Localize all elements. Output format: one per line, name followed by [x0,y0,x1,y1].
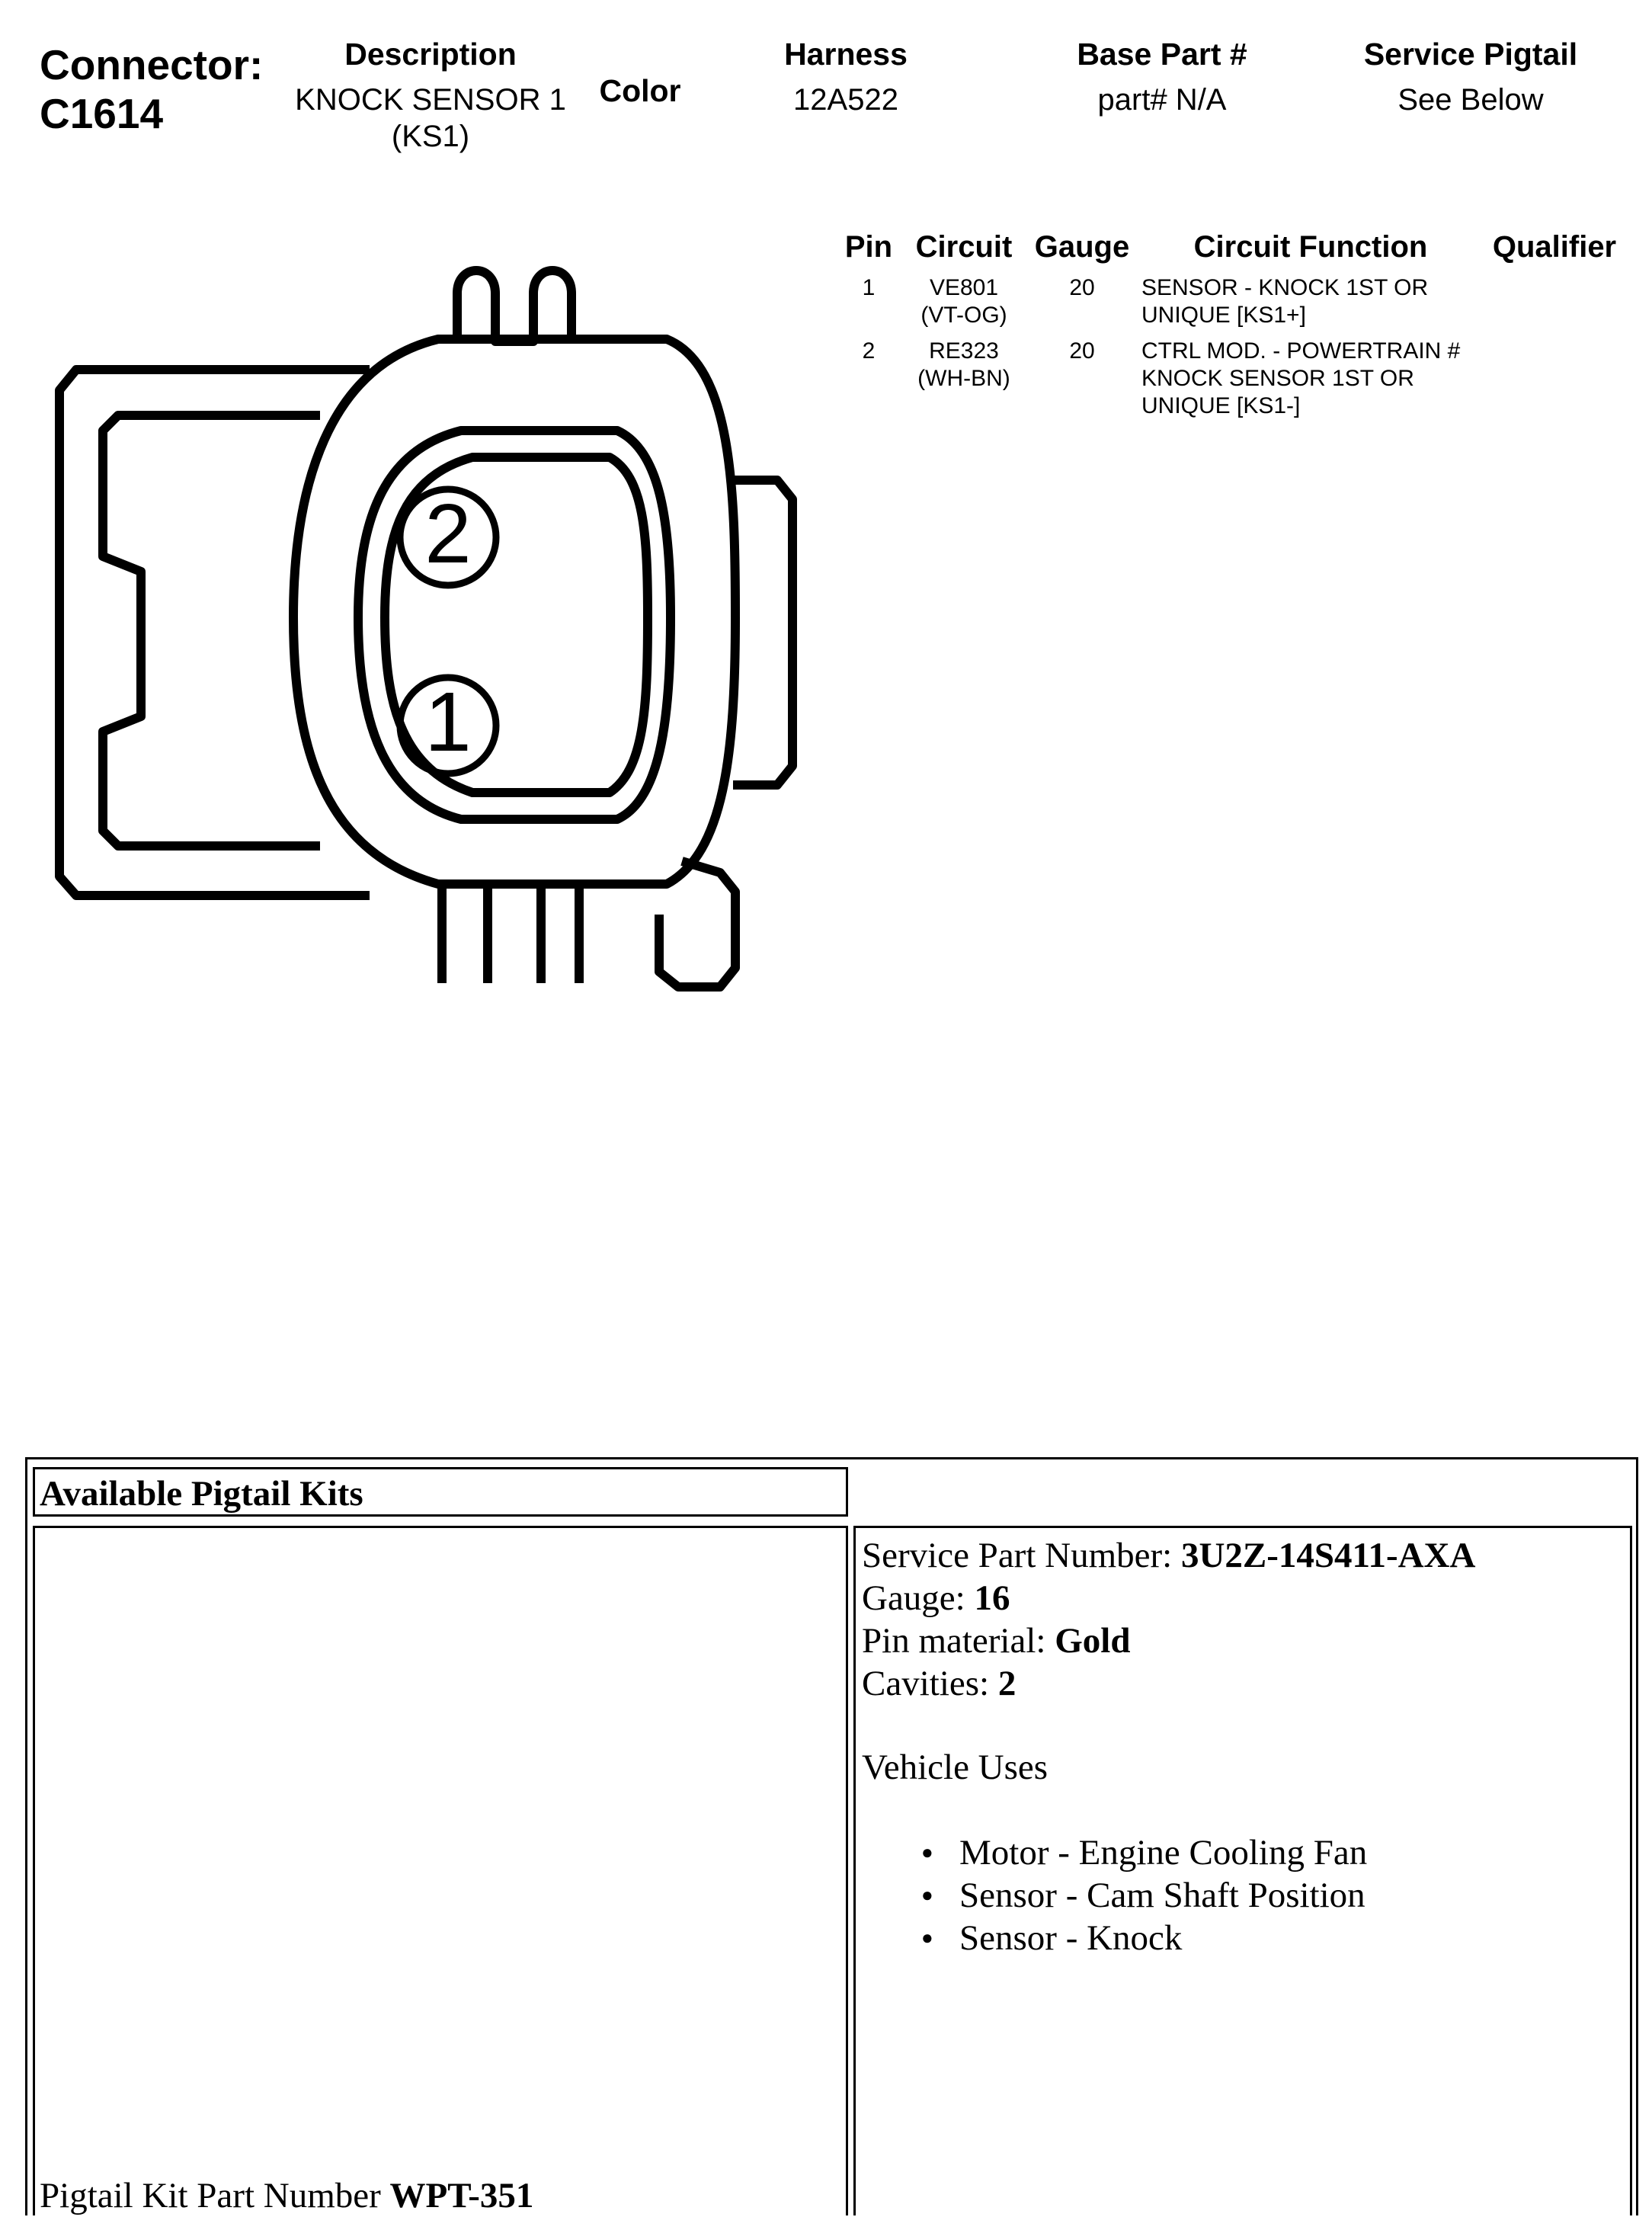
circuit-id: VE801 [929,275,999,300]
pigtail-title: Available Pigtail Kits [40,1474,363,1514]
list-item: ● Sensor - Knock [921,1917,1624,1959]
service-part-label: Service Part Number: [862,1536,1181,1575]
col-header-pin: Pin [844,230,893,264]
circuit-function-line: UNIQUE [KS1-] [1141,393,1301,418]
connector-face-diagram [0,251,838,1014]
harness-value: 12A522 [793,83,898,117]
col-header-circuit: Circuit [915,230,1013,264]
pin-material-value: Gold [1055,1621,1131,1661]
pin-material-label: Pin material: [862,1621,1055,1661]
pigtail-info [862,1534,1624,1959]
gauge-line [862,1577,1624,1619]
pigtail-kit-part-number [40,2174,533,2217]
kit-part-value: WPT-351 [389,2176,534,2215]
cavities-value: 2 [997,1664,1016,1703]
vehicle-uses-label: Vehicle Uses [862,1748,1049,1787]
pigtail-title-cell [33,1467,848,1517]
harness-label: Harness [784,37,908,72]
description-line2: (KS1) [391,120,470,153]
description-label: Description [344,37,517,72]
cavity-label-pin-1: 1 [424,675,472,769]
service-part-value: 3U2Z-14S411-AXA [1180,1536,1476,1575]
gauge-value: 16 [974,1578,1010,1618]
pin-material-line [862,1619,1624,1662]
color-label: Color [599,73,681,108]
circuit-function-line: SENSOR - KNOCK 1ST OR [1141,275,1429,300]
list-item: ● Motor - Engine Cooling Fan [921,1831,1624,1874]
pin-number: 1 [862,275,876,300]
service-pigtail-label: Service Pigtail [1363,37,1578,72]
base-part-value: part# N/A [1097,83,1227,117]
pigtail-image-cell [33,1526,848,2215]
circuit-id: RE323 [929,338,999,364]
service-part-number-line [862,1534,1624,1577]
col-header-qualifier: Qualifier [1492,230,1617,264]
gauge-label: Gauge: [862,1578,975,1618]
connector-id: C1614 [40,90,164,137]
cavity-label-pin-2: 2 [424,487,472,581]
pigtail-info-cell [853,1526,1632,2215]
circuit-function-line: CTRL MOD. - POWERTRAIN # [1141,338,1461,364]
col-header-gauge: Gauge [1034,230,1130,264]
base-part-label: Base Part # [1077,37,1247,72]
gauge-value: 20 [1069,275,1095,300]
bottom-tab-mid [541,883,579,983]
housing-inner-left [103,415,320,846]
gauge-value: 20 [1069,338,1095,364]
vehicle-uses-list [921,1831,1624,1959]
cavities-label: Cavities: [862,1664,998,1703]
pin-number: 2 [862,338,876,364]
top-locking-tab [457,271,571,341]
service-pigtail-value: See Below [1397,83,1544,117]
circuit-color: (WH-BN) [917,366,1010,391]
bottom-tab-left [442,883,488,983]
circuit-color: (VT-OG) [920,303,1007,328]
col-header-circuit-function: Circuit Function [1193,230,1428,264]
cavities-line [862,1662,1624,1705]
circuit-function-line: KNOCK SENSOR 1ST OR [1141,366,1414,391]
right-latch [733,480,792,785]
list-item: ● Sensor - Cam Shaft Position [921,1874,1624,1917]
circuit-function-line: UNIQUE [KS1+] [1141,303,1306,328]
kit-part-label: Pigtail Kit Part Number [40,2176,390,2215]
description-line1: KNOCK SENSOR 1 [295,83,566,117]
connector-label: Connector: [40,41,264,88]
